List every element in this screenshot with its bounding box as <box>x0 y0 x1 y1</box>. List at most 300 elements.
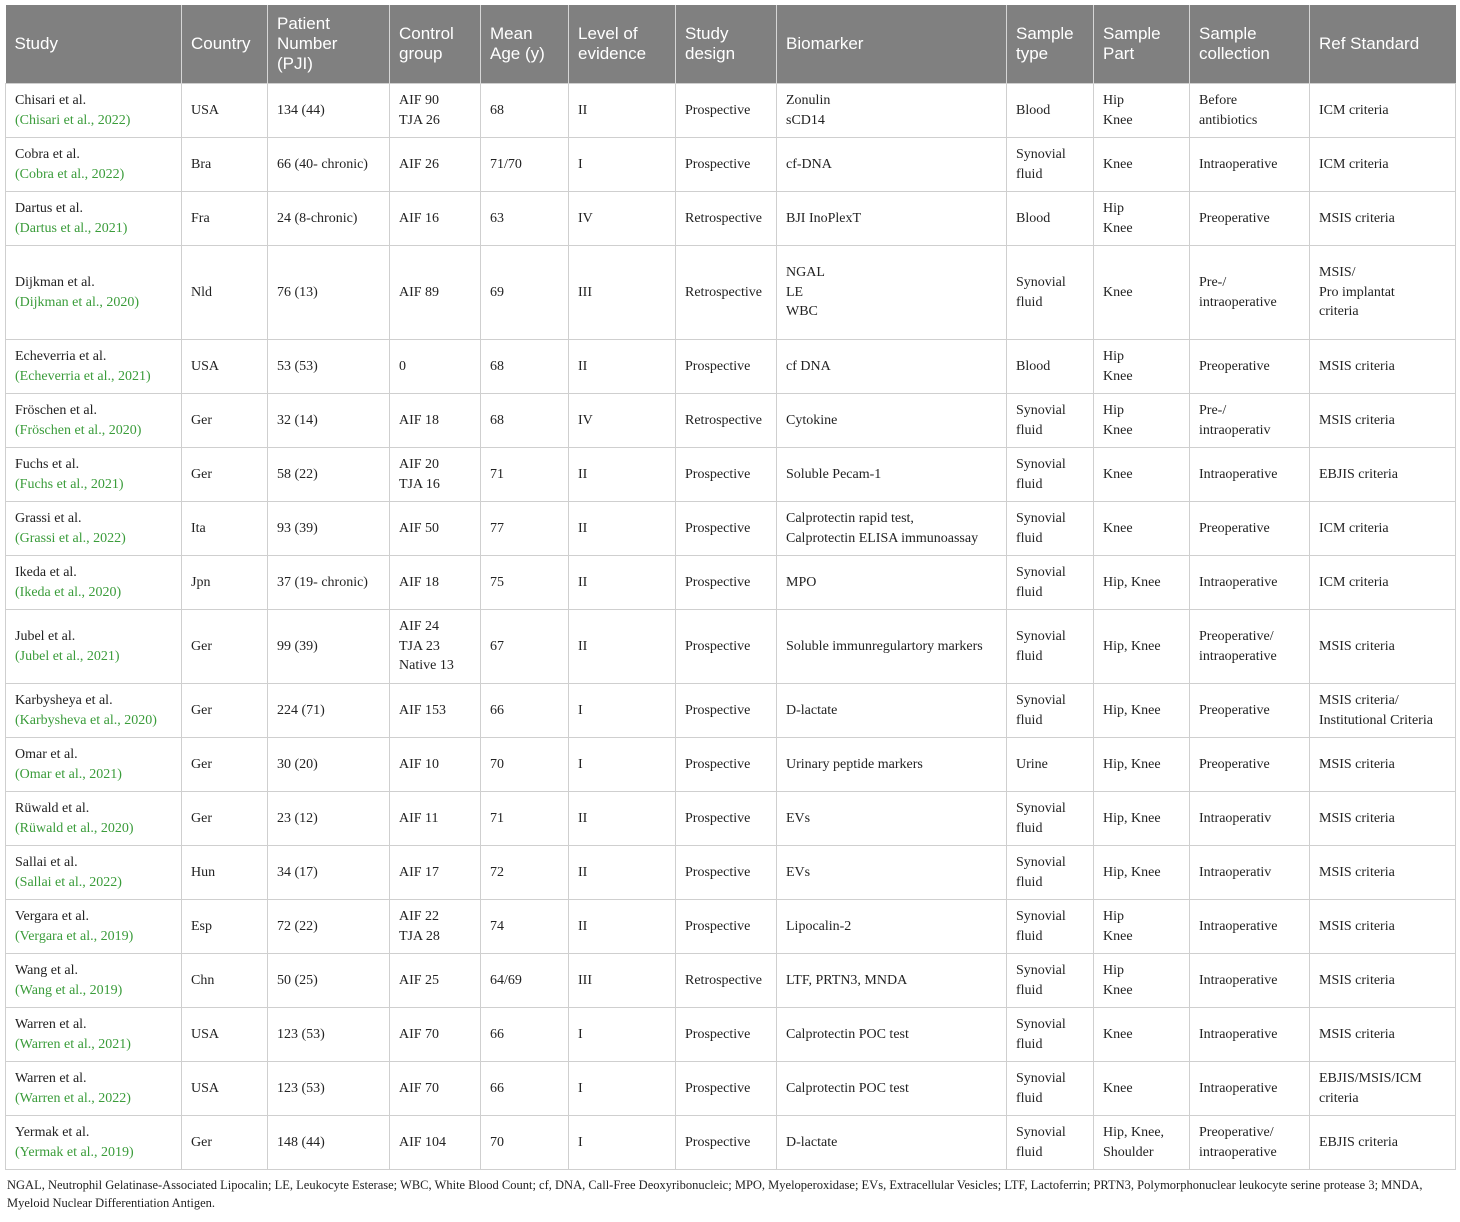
cell-text: 32 (14) <box>277 412 318 428</box>
table-cell <box>569 502 676 556</box>
study-cell <box>6 138 182 192</box>
table-cell <box>182 1062 268 1116</box>
table-cell <box>569 738 676 792</box>
citation-link[interactable]: (Fuchs et al., 2021) <box>15 476 124 492</box>
citation-link[interactable]: (Omar et al., 2021) <box>15 766 122 782</box>
cell-text: Preoperative <box>1199 210 1270 226</box>
cell-text: MSIS criteria <box>1319 412 1395 428</box>
cell-text: intraoperativ <box>1199 422 1271 438</box>
table-cell <box>777 1008 1007 1062</box>
cell-text: TJA 23 <box>399 638 440 654</box>
table-cell <box>1190 792 1310 846</box>
cell-text: fluid <box>1016 712 1043 728</box>
study-name: Rüwald et al. <box>15 801 90 816</box>
table-cell <box>1094 192 1190 246</box>
table-row <box>6 792 1456 846</box>
citation-link[interactable]: (Echeverria et al., 2021) <box>15 368 151 384</box>
cell-text: Intraoperative <box>1199 1026 1278 1042</box>
table-cell <box>676 1008 777 1062</box>
header-text: Age (y) <box>490 44 545 63</box>
cell-text: AIF 90 <box>399 93 440 108</box>
cell-text: Shoulder <box>1103 1144 1154 1160</box>
cell-text: 72 (22) <box>277 918 318 934</box>
table-cell <box>569 246 676 340</box>
table-cell <box>569 954 676 1008</box>
cell-text: AIF 89 <box>399 284 440 300</box>
table-cell <box>268 738 390 792</box>
study-cell <box>6 448 182 502</box>
header-text: Biomarker <box>786 34 864 53</box>
table-cell <box>676 738 777 792</box>
citation-link[interactable]: (Sallai et al., 2022) <box>15 874 122 890</box>
table-cell <box>1007 684 1094 738</box>
table-cell <box>1190 954 1310 1008</box>
citation-link[interactable]: (Warren et al., 2021) <box>15 1036 131 1052</box>
citation-link[interactable]: (Rüwald et al., 2020) <box>15 820 134 836</box>
table-row <box>6 1116 1456 1170</box>
column-header <box>1094 5 1190 84</box>
citation-link[interactable]: (Ikeda et al., 2020) <box>15 584 122 600</box>
cell-text: Synovial <box>1016 275 1066 290</box>
cell-text: Blood <box>1016 102 1051 118</box>
cell-text: 72 <box>490 864 504 880</box>
cell-text: II <box>578 638 588 654</box>
table-cell <box>1310 738 1456 792</box>
cell-text: Knee <box>1103 928 1133 944</box>
table-cell <box>390 1062 481 1116</box>
table-cell <box>1007 1116 1094 1170</box>
citation-link[interactable]: (Cobra et al., 2022) <box>15 166 125 182</box>
table-cell <box>676 84 777 138</box>
cell-text: fluid <box>1016 476 1043 492</box>
study-cell <box>6 610 182 684</box>
study-name: Yermak et al. <box>15 1125 90 1140</box>
citation-link[interactable]: (Dartus et al., 2021) <box>15 220 128 236</box>
cell-text: Synovial <box>1016 565 1066 580</box>
table-cell <box>268 846 390 900</box>
cell-text: Ger <box>191 412 212 428</box>
table-row <box>6 954 1456 1008</box>
header-text: Sample <box>1199 24 1257 43</box>
studies-table <box>5 5 1456 1170</box>
cell-text: Blood <box>1016 210 1051 226</box>
cell-text: 66 (40- chronic) <box>277 156 368 172</box>
table-cell <box>676 900 777 954</box>
table-cell <box>1310 556 1456 610</box>
table-cell <box>481 246 569 340</box>
cell-text: intraoperative <box>1199 294 1277 310</box>
table-cell <box>676 846 777 900</box>
table-cell <box>481 900 569 954</box>
table-cell <box>390 738 481 792</box>
header-text: Sample <box>1016 24 1074 43</box>
table-cell <box>777 340 1007 394</box>
table-cell <box>1007 1008 1094 1062</box>
table-cell <box>569 394 676 448</box>
table-cell <box>777 246 1007 340</box>
cell-text: Pro implantat <box>1319 284 1395 300</box>
table-cell <box>1190 684 1310 738</box>
table-cell <box>1094 138 1190 192</box>
table-cell <box>268 1062 390 1116</box>
cell-text: 68 <box>490 412 504 428</box>
citation-link[interactable]: (Warren et al., 2022) <box>15 1090 131 1106</box>
citation-link[interactable]: (Dijkman et al., 2020) <box>15 294 140 310</box>
cell-text: criteria <box>1319 1090 1359 1106</box>
cell-text: Prospective <box>685 810 751 826</box>
cell-text: 66 <box>490 702 504 718</box>
cell-text: Hip, Knee <box>1103 756 1161 772</box>
cell-text: AIF 50 <box>399 520 440 536</box>
table-cell <box>481 846 569 900</box>
citation-link[interactable]: (Grassi et al., 2022) <box>15 530 126 546</box>
table-container <box>5 5 1455 1212</box>
cell-text: Lipocalin-2 <box>786 918 852 934</box>
table-cell <box>676 610 777 684</box>
cell-text: Prospective <box>685 102 751 118</box>
table-cell <box>390 792 481 846</box>
table-cell <box>777 900 1007 954</box>
table-row <box>6 846 1456 900</box>
table-row <box>6 340 1456 394</box>
cell-text: Synovial <box>1016 511 1066 526</box>
cell-text: 224 (71) <box>277 702 325 718</box>
study-name: Karbysheya et al. <box>15 693 113 708</box>
column-header <box>1007 5 1094 84</box>
table-cell <box>1007 502 1094 556</box>
table-cell <box>390 1008 481 1062</box>
table-cell <box>481 610 569 684</box>
table-cell <box>1310 954 1456 1008</box>
table-cell <box>676 1062 777 1116</box>
cell-text: II <box>578 810 588 826</box>
cell-text: 66 <box>490 1026 504 1042</box>
cell-text: Ger <box>191 810 212 826</box>
table-cell <box>268 610 390 684</box>
cell-text: AIF 24 <box>399 619 440 635</box>
cell-text: Knee <box>1103 466 1133 482</box>
table-cell <box>268 1008 390 1062</box>
cell-text: Hip, Knee, <box>1103 1125 1165 1140</box>
cell-text: cf DNA <box>786 358 831 374</box>
table-cell <box>390 192 481 246</box>
citation-link[interactable]: (Fröschen et al., 2020) <box>15 422 142 438</box>
citation-link[interactable]: (Chisari et al., 2022) <box>15 112 131 128</box>
citation-link[interactable]: (Jubel et al., 2021) <box>15 648 120 664</box>
cell-text: Preoperative <box>1199 520 1270 536</box>
table-cell <box>676 954 777 1008</box>
cell-text: fluid <box>1016 820 1043 836</box>
table-cell <box>1007 394 1094 448</box>
header-text: Sample <box>1103 24 1161 43</box>
cell-text: AIF 153 <box>399 702 447 718</box>
table-cell <box>481 738 569 792</box>
table-row <box>6 610 1456 684</box>
study-cell <box>6 394 182 448</box>
study-name: Vergara et al. <box>15 909 89 924</box>
cell-text: Preoperative/ <box>1199 1125 1274 1140</box>
study-cell <box>6 192 182 246</box>
table-cell <box>569 340 676 394</box>
table-cell <box>569 556 676 610</box>
cell-text: EBJIS criteria <box>1319 466 1398 482</box>
cell-text: TJA 16 <box>399 476 440 492</box>
cell-text: 71 <box>490 810 504 826</box>
cell-text: Synovial <box>1016 909 1066 924</box>
table-cell <box>268 900 390 954</box>
cell-text: 67 <box>490 638 504 654</box>
cell-text: 123 (53) <box>277 1026 325 1042</box>
cell-text: Hip <box>1103 963 1124 978</box>
table-cell <box>1190 900 1310 954</box>
cell-text: ICM criteria <box>1319 574 1389 590</box>
column-header <box>1190 5 1310 84</box>
table-row <box>6 556 1456 610</box>
header-text: Patient <box>277 14 330 33</box>
citation-link[interactable]: (Karbysheva et al., 2020) <box>15 712 157 728</box>
cell-text: II <box>578 574 588 590</box>
header-row <box>6 5 1456 84</box>
header-text: Study <box>685 24 729 43</box>
study-cell <box>6 84 182 138</box>
table-cell <box>1190 246 1310 340</box>
cell-text: AIF 18 <box>399 574 440 590</box>
cell-text: fluid <box>1016 422 1043 438</box>
cell-text: AIF 16 <box>399 210 440 226</box>
cell-text: Knee <box>1103 520 1133 536</box>
table-cell <box>777 954 1007 1008</box>
table-cell <box>569 900 676 954</box>
table-cell <box>390 502 481 556</box>
table-cell <box>268 684 390 738</box>
cell-text: EVs <box>786 864 811 880</box>
table-cell <box>390 954 481 1008</box>
cell-text: ICM criteria <box>1319 156 1389 172</box>
cell-text: Knee <box>1103 112 1133 128</box>
table-row <box>6 900 1456 954</box>
table-cell <box>1094 738 1190 792</box>
table-cell <box>390 684 481 738</box>
cell-text: AIF 70 <box>399 1026 440 1042</box>
cell-text: Hip <box>1103 93 1124 108</box>
table-cell <box>569 448 676 502</box>
cell-text: Intraoperative <box>1199 466 1278 482</box>
table-cell <box>1007 610 1094 684</box>
cell-text: 24 (8-chronic) <box>277 210 358 226</box>
table-cell <box>182 954 268 1008</box>
table-cell <box>569 684 676 738</box>
cell-text: MSIS criteria <box>1319 210 1395 226</box>
cell-text: Knee <box>1103 220 1133 236</box>
cell-text: 63 <box>490 210 504 226</box>
table-cell <box>182 246 268 340</box>
study-name: Wang et al. <box>15 963 79 978</box>
table-cell <box>481 684 569 738</box>
table-cell <box>1094 246 1190 340</box>
citation-link[interactable]: (Yermak et al., 2019) <box>15 1144 134 1160</box>
cell-text: 68 <box>490 358 504 374</box>
cell-text: fluid <box>1016 928 1043 944</box>
cell-text: III <box>578 284 592 300</box>
table-cell <box>569 1008 676 1062</box>
cell-text: 74 <box>490 918 504 934</box>
table-cell <box>182 138 268 192</box>
cell-text: ICM criteria <box>1319 520 1389 536</box>
table-cell <box>1190 738 1310 792</box>
cell-text: Hip <box>1103 403 1124 418</box>
table-cell <box>268 394 390 448</box>
table-cell <box>1310 684 1456 738</box>
header-text: Study <box>14 34 58 53</box>
table-cell <box>1007 738 1094 792</box>
cell-text: Synovial <box>1016 801 1066 816</box>
table-cell <box>268 556 390 610</box>
cell-text: Calprotectin rapid test, <box>786 511 914 526</box>
study-cell <box>6 792 182 846</box>
table-cell <box>390 340 481 394</box>
cell-text: Synovial <box>1016 147 1066 162</box>
table-cell <box>676 448 777 502</box>
cell-text: Knee <box>1103 422 1133 438</box>
study-cell <box>6 954 182 1008</box>
study-name: Omar et al. <box>15 747 78 762</box>
cell-text: Knee <box>1103 368 1133 384</box>
cell-text: Intraoperative <box>1199 1080 1278 1096</box>
study-name: Dijkman et al. <box>15 275 95 290</box>
cell-text: Knee <box>1103 982 1133 998</box>
table-cell <box>676 502 777 556</box>
cell-text: Prospective <box>685 864 751 880</box>
header-text: Country <box>191 34 251 53</box>
table-cell <box>777 448 1007 502</box>
table-cell <box>1094 610 1190 684</box>
column-header <box>777 5 1007 84</box>
table-cell <box>481 792 569 846</box>
cell-text: 148 (44) <box>277 1134 325 1150</box>
table-cell <box>1190 448 1310 502</box>
cell-text: sCD14 <box>786 112 825 128</box>
table-cell <box>1310 846 1456 900</box>
table-cell <box>182 610 268 684</box>
table-cell <box>1007 900 1094 954</box>
study-name: Fröschen et al. <box>15 403 98 418</box>
table-cell <box>777 138 1007 192</box>
cell-text: I <box>578 1080 583 1096</box>
cell-text: Prospective <box>685 1026 751 1042</box>
table-cell <box>569 192 676 246</box>
table-cell <box>268 340 390 394</box>
cell-text: 0 <box>399 358 406 374</box>
table-cell <box>676 246 777 340</box>
cell-text: Knee <box>1103 284 1133 300</box>
cell-text: Synovial <box>1016 1071 1066 1086</box>
table-cell <box>182 846 268 900</box>
cell-text: Bra <box>191 156 212 172</box>
table-cell <box>1190 192 1310 246</box>
citation-link[interactable]: (Vergara et al., 2019) <box>15 928 134 944</box>
header-text: Ref Standard <box>1319 34 1420 53</box>
cell-text: Hip <box>1103 349 1124 364</box>
cell-text: AIF 17 <box>399 864 440 880</box>
study-cell <box>6 1008 182 1062</box>
study-cell <box>6 1116 182 1170</box>
table-cell <box>1310 1116 1456 1170</box>
header-text: group <box>399 44 443 63</box>
table-cell <box>481 394 569 448</box>
header-text: collection <box>1199 44 1270 63</box>
table-cell <box>182 1116 268 1170</box>
cell-text: LE <box>786 284 804 300</box>
table-cell <box>1310 192 1456 246</box>
table-row <box>6 684 1456 738</box>
cell-text: Synovial <box>1016 693 1066 708</box>
cell-text: intraoperative <box>1199 1144 1277 1160</box>
cell-text: 71/70 <box>490 156 522 172</box>
cell-text: Ita <box>191 520 206 536</box>
table-cell <box>1190 610 1310 684</box>
cell-text: fluid <box>1016 1090 1043 1106</box>
table-cell <box>1310 340 1456 394</box>
table-cell <box>481 1116 569 1170</box>
cell-text: Intraoperative <box>1199 156 1278 172</box>
table-cell <box>268 1116 390 1170</box>
header-text: evidence <box>578 44 647 63</box>
study-name: Chisari et al. <box>15 93 87 108</box>
cell-text: 75 <box>490 574 504 590</box>
study-name: Echeverria et al. <box>15 349 107 364</box>
cell-text: I <box>578 156 583 172</box>
cell-text: 123 (53) <box>277 1080 325 1096</box>
cell-text: Hip, Knee <box>1103 702 1161 718</box>
table-cell <box>777 846 1007 900</box>
table-row <box>6 192 1456 246</box>
cell-text: fluid <box>1016 1144 1043 1160</box>
cell-text: MSIS criteria <box>1319 918 1395 934</box>
cell-text: antibiotics <box>1199 112 1258 128</box>
table-cell <box>390 448 481 502</box>
table-cell <box>390 394 481 448</box>
table-cell <box>569 610 676 684</box>
cell-text: Ger <box>191 638 212 654</box>
cell-text: Knee <box>1103 1080 1133 1096</box>
cell-text: Synovial <box>1016 1017 1066 1032</box>
column-header <box>676 5 777 84</box>
cell-text: Pre-/ <box>1199 275 1227 290</box>
cell-text: MSIS criteria <box>1319 638 1395 654</box>
study-cell <box>6 738 182 792</box>
cell-text: II <box>578 520 588 536</box>
cell-text: Intraoperative <box>1199 972 1278 988</box>
table-row <box>6 394 1456 448</box>
cell-text: MSIS criteria <box>1319 864 1395 880</box>
table-cell <box>182 448 268 502</box>
table-cell <box>182 738 268 792</box>
table-cell <box>569 846 676 900</box>
cell-text: Synovial <box>1016 457 1066 472</box>
cell-text: 77 <box>490 520 504 536</box>
citation-link[interactable]: (Wang et al., 2019) <box>15 982 123 998</box>
table-cell <box>182 340 268 394</box>
table-cell <box>182 792 268 846</box>
cell-text: MSIS criteria <box>1319 810 1395 826</box>
table-cell <box>676 556 777 610</box>
table-cell <box>777 394 1007 448</box>
cell-text: AIF 18 <box>399 412 440 428</box>
cell-text: II <box>578 358 588 374</box>
cell-text: Preoperative <box>1199 702 1270 718</box>
cell-text: fluid <box>1016 982 1043 998</box>
cell-text: 69 <box>490 284 504 300</box>
